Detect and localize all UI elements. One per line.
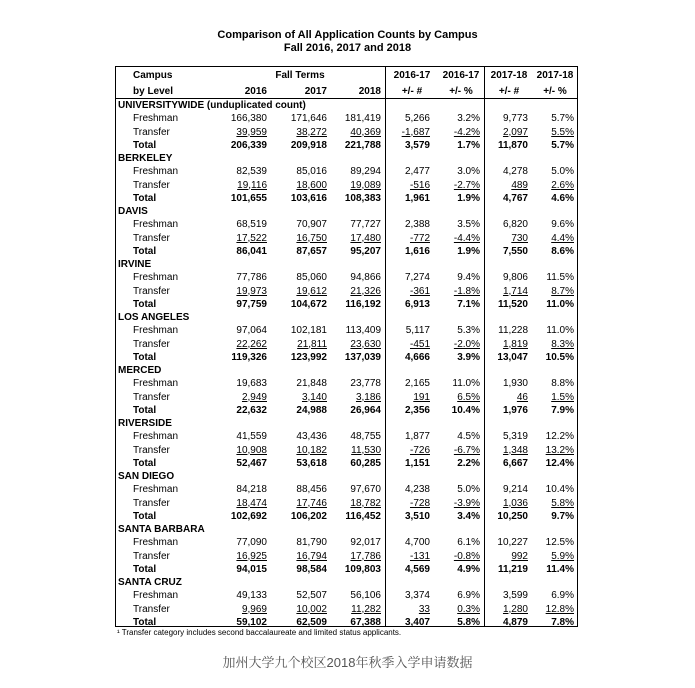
cell-change-1617: 2,356 [404, 404, 430, 416]
cell-change-1718: 9,773 [502, 113, 528, 125]
cell-2017: 16,750 [296, 232, 327, 244]
cell-2016: 16,925 [236, 550, 267, 562]
cell-2018: 60,285 [350, 457, 381, 469]
cell-pct-1718: 12.4% [545, 457, 574, 469]
cell-pct-1718: 12.2% [545, 431, 574, 443]
cell-pct-1718: 11.4% [546, 563, 574, 575]
cell-2018: 48,755 [350, 431, 381, 443]
cell-change-1718: 3,599 [502, 590, 528, 602]
cell-pct-1617: 5.8% [457, 616, 480, 628]
cell-pct-1718: 5.7% [551, 113, 574, 125]
cell-pct-1718: 2.6% [551, 179, 574, 191]
row-label: Transfer [133, 497, 170, 509]
row-label: Freshman [133, 590, 179, 602]
header-2017: 2017 [304, 86, 327, 97]
row-label: Freshman [133, 431, 179, 443]
cell-2017: 98,584 [296, 563, 327, 575]
cell-change-1718: 10,227 [497, 537, 528, 549]
cell-2018: 95,207 [350, 245, 381, 257]
header-d1718-bot: +/- # [498, 86, 520, 97]
row-label: Total [133, 351, 157, 363]
cell-2016: 2,949 [241, 391, 267, 403]
column-divider [484, 66, 485, 627]
cell-2018: 221,788 [344, 139, 381, 151]
cell-change-1718: 1,930 [502, 378, 528, 390]
cell-pct-1617: 6.1% [457, 537, 480, 549]
cell-pct-1718: 6.9% [551, 590, 574, 602]
cell-change-1718: 9,806 [502, 272, 528, 284]
cell-2018: 23,778 [350, 378, 381, 390]
cell-pct-1617: -2.7% [453, 179, 480, 191]
row-label: Freshman [133, 166, 179, 178]
cell-change-1617: 1,877 [404, 431, 430, 443]
cell-pct-1617: 3.4% [457, 510, 480, 522]
cell-pct-1617: -4.2% [453, 126, 480, 138]
cell-pct-1718: 5.0% [551, 166, 574, 178]
cell-2017: 21,848 [296, 378, 327, 390]
row-label: Total [133, 192, 157, 204]
cell-2017: 81,790 [296, 537, 327, 549]
cell-pct-1617: 1.9% [457, 245, 480, 257]
report-title: Comparison of All Application Counts by Campus [217, 29, 478, 41]
header-divider [115, 98, 578, 99]
cell-2018: 11,530 [351, 444, 381, 456]
cell-change-1718: 46 [516, 391, 528, 403]
cell-2018: 56,106 [350, 590, 381, 602]
cell-change-1617: 3,374 [404, 590, 430, 602]
header-by-level: by Level [133, 86, 174, 97]
cell-change-1718: 992 [511, 550, 528, 562]
cell-change-1617: 3,579 [404, 139, 430, 151]
cell-pct-1718: 4.4% [551, 232, 574, 244]
cell-change-1617: -131 [409, 550, 430, 562]
cell-2016: 84,218 [236, 484, 267, 496]
cell-pct-1718: 7.9% [551, 404, 574, 416]
cell-2016: 19,973 [236, 285, 267, 297]
cell-pct-1718: 12.5% [545, 537, 574, 549]
cell-change-1617: -516 [409, 179, 430, 191]
cell-change-1718: 10,250 [497, 510, 528, 522]
cell-change-1718: 1,714 [502, 285, 528, 297]
cell-change-1718: 11,219 [497, 563, 528, 575]
cell-change-1718: 1,976 [502, 404, 528, 416]
cell-pct-1718: 8.6% [551, 245, 574, 257]
cell-pct-1718: 5.7% [551, 139, 574, 151]
cell-pct-1617: 4.9% [457, 563, 480, 575]
cell-change-1617: 2,388 [404, 219, 430, 231]
cell-pct-1718: 11.0% [546, 325, 574, 337]
cell-change-1617: -1,687 [401, 126, 430, 138]
cell-pct-1718: 8.3% [551, 338, 574, 350]
row-label: Total [133, 139, 157, 151]
header-2018: 2018 [358, 86, 381, 97]
row-label: Total [133, 245, 157, 257]
cell-2018: 97,670 [350, 484, 381, 496]
cell-2017: 106,202 [290, 510, 327, 522]
row-label: Transfer [133, 603, 170, 615]
header-d1718-top: 2017-18 [490, 70, 528, 81]
campus-heading: IRVINE [118, 259, 152, 270]
cell-pct-1718: 8.8% [551, 378, 574, 390]
cell-pct-1617: -6.7% [453, 444, 480, 456]
header-d1617-top: 2016-17 [393, 70, 431, 81]
cell-pct-1617: 5.0% [457, 484, 480, 496]
cell-2017: 52,507 [296, 590, 327, 602]
cell-2017: 3,140 [301, 391, 327, 403]
cell-2018: 116,192 [345, 298, 381, 310]
cell-2017: 17,746 [296, 497, 327, 509]
cell-pct-1617: 0.3% [457, 603, 480, 615]
cell-2016: 101,655 [230, 192, 267, 204]
cell-pct-1718: 4.6% [551, 192, 574, 204]
cell-2016: 52,467 [236, 457, 267, 469]
cell-change-1718: 5,319 [502, 431, 528, 443]
cell-2017: 18,600 [296, 179, 327, 191]
cell-change-1718: 7,550 [502, 245, 528, 257]
cell-2017: 43,436 [296, 431, 327, 443]
cell-2018: 21,326 [350, 285, 381, 297]
cell-pct-1718: 5.8% [551, 497, 574, 509]
cell-2016: 206,339 [230, 139, 267, 151]
cell-change-1617: 33 [418, 603, 430, 615]
cell-2017: 10,002 [296, 603, 327, 615]
row-label: Freshman [133, 484, 179, 496]
header-2016: 2016 [244, 86, 267, 97]
cell-2018: 77,727 [350, 219, 381, 231]
cell-pct-1718: 12.8% [545, 603, 574, 615]
cell-change-1718: 11,228 [498, 325, 528, 337]
cell-change-1617: 1,151 [404, 457, 430, 469]
cell-change-1718: 11,520 [497, 298, 528, 310]
cell-2018: 17,480 [350, 232, 381, 244]
cell-pct-1617: 11.0% [452, 378, 480, 390]
cell-2016: 19,116 [237, 179, 267, 191]
column-divider [385, 66, 386, 627]
cell-2016: 77,786 [236, 272, 267, 284]
cell-pct-1617: -1.8% [453, 285, 480, 297]
row-label: Freshman [133, 378, 179, 390]
cell-pct-1617: -0.8% [453, 550, 480, 562]
cell-change-1617: 5,117 [405, 325, 430, 337]
cell-2017: 102,181 [290, 325, 327, 337]
cell-change-1617: 2,165 [404, 378, 430, 390]
cell-change-1617: 4,666 [404, 351, 430, 363]
cell-pct-1617: 6.9% [457, 590, 480, 602]
cell-pct-1617: -2.0% [453, 338, 480, 350]
cell-2017: 19,612 [296, 285, 327, 297]
campus-heading: SANTA CRUZ [118, 577, 182, 588]
cell-2016: 17,522 [236, 232, 267, 244]
cell-pct-1617: 2.2% [457, 457, 480, 469]
cell-change-1617: 191 [413, 391, 430, 403]
cell-2018: 89,294 [350, 166, 381, 178]
cell-2018: 23,630 [350, 338, 381, 350]
cell-2016: 22,262 [236, 338, 267, 350]
cell-2018: 137,039 [344, 351, 381, 363]
row-label: Freshman [133, 219, 179, 231]
cell-2018: 11,282 [351, 603, 381, 615]
header-p1718-bot: +/- % [543, 86, 567, 97]
row-label: Total [133, 404, 157, 416]
cell-2018: 108,383 [344, 192, 381, 204]
cell-pct-1617: 3.9% [457, 351, 480, 363]
cell-change-1617: -361 [409, 285, 430, 297]
cell-2017: 209,918 [290, 139, 327, 151]
cell-2017: 85,016 [296, 166, 327, 178]
cell-2016: 77,090 [236, 537, 267, 549]
report-subtitle: Fall 2016, 2017 and 2018 [283, 42, 412, 54]
cell-2016: 82,539 [236, 166, 267, 178]
cell-2017: 70,907 [296, 219, 327, 231]
row-label: Freshman [133, 325, 179, 337]
cell-pct-1617: 1.7% [457, 139, 480, 151]
cell-2018: 94,866 [350, 272, 381, 284]
cell-2017: 53,618 [296, 457, 327, 469]
cell-pct-1617: 10.4% [451, 404, 480, 416]
cell-2018: 26,964 [350, 404, 381, 416]
cell-2018: 3,186 [355, 391, 381, 403]
cell-2016: 68,519 [236, 219, 267, 231]
campus-heading: SANTA BARBARA [118, 524, 205, 535]
cell-change-1617: 3,407 [404, 616, 430, 628]
cell-pct-1617: 7.1% [457, 298, 480, 310]
cell-2018: 19,089 [350, 179, 381, 191]
header-d1617-bot: +/- # [401, 86, 423, 97]
row-label: Transfer [133, 126, 170, 138]
row-label: Total [133, 563, 157, 575]
cell-pct-1718: 5.5% [551, 126, 574, 138]
cell-2018: 116,452 [345, 510, 381, 522]
row-label: Transfer [133, 232, 170, 244]
cell-pct-1718: 10.4% [545, 484, 574, 496]
cell-change-1718: 2,097 [502, 126, 528, 138]
header-p1617-bot: +/- % [449, 86, 473, 97]
cell-change-1718: 4,278 [502, 166, 528, 178]
cell-2017: 16,794 [296, 550, 327, 562]
cell-2018: 113,409 [345, 325, 381, 337]
cell-2016: 94,015 [236, 563, 267, 575]
cell-change-1617: -726 [409, 444, 430, 456]
cell-pct-1718: 8.7% [551, 285, 574, 297]
row-label: Total [133, 457, 157, 469]
cell-change-1718: 1,819 [502, 338, 528, 350]
cell-change-1718: 1,348 [502, 444, 528, 456]
cell-pct-1617: 3.0% [457, 166, 480, 178]
cell-2017: 62,509 [296, 616, 327, 628]
header-p1617-top: 2016-17 [442, 70, 480, 81]
cell-2017: 104,672 [290, 298, 327, 310]
cell-change-1718: 1,280 [502, 603, 528, 615]
cell-change-1617: 2,477 [404, 166, 430, 178]
image-caption: 加州大学九个校区2018年秋季入学申请数据 [222, 655, 473, 670]
footnote: ¹ Transfer category includes second baccalaureate and limited status applicants. [117, 628, 402, 637]
cell-2018: 40,369 [350, 126, 381, 138]
cell-2017: 87,657 [296, 245, 327, 257]
cell-pct-1617: 9.4% [457, 272, 480, 284]
cell-change-1718: 6,820 [502, 219, 528, 231]
row-label: Transfer [133, 338, 170, 350]
cell-2017: 38,272 [296, 126, 327, 138]
cell-pct-1718: 11.5% [546, 272, 574, 284]
cell-change-1617: -772 [409, 232, 430, 244]
header-fall-terms: Fall Terms [275, 70, 325, 81]
cell-2018: 181,419 [344, 113, 381, 125]
cell-change-1617: -728 [409, 497, 430, 509]
cell-change-1718: 4,767 [502, 192, 528, 204]
cell-2017: 21,811 [297, 338, 327, 350]
cell-2017: 10,182 [296, 444, 327, 456]
cell-pct-1718: 13.2% [545, 444, 574, 456]
header-p1718-top: 2017-18 [536, 70, 574, 81]
cell-2016: 22,632 [236, 404, 267, 416]
row-label: Freshman [133, 113, 179, 125]
cell-pct-1617: 6.5% [457, 391, 480, 403]
cell-change-1617: 4,569 [404, 563, 430, 575]
cell-change-1617: 3,510 [404, 510, 430, 522]
cell-2016: 97,759 [236, 298, 267, 310]
campus-heading: BERKELEY [118, 153, 173, 164]
cell-2016: 166,380 [230, 113, 267, 125]
campus-heading: RIVERSIDE [118, 418, 172, 429]
cell-pct-1617: 1.9% [457, 192, 480, 204]
cell-change-1617: 4,700 [404, 537, 430, 549]
cell-pct-1718: 9.6% [551, 219, 574, 231]
cell-change-1718: 9,214 [502, 484, 528, 496]
row-label: Transfer [133, 550, 170, 562]
cell-2016: 49,133 [236, 590, 267, 602]
cell-change-1617: 1,961 [404, 192, 430, 204]
cell-change-1617: 6,913 [404, 298, 430, 310]
cell-2016: 39,959 [236, 126, 267, 138]
cell-pct-1718: 5.9% [551, 550, 574, 562]
cell-change-1718: 6,667 [502, 457, 528, 469]
cell-pct-1617: 3.2% [457, 113, 480, 125]
row-label: Transfer [133, 391, 170, 403]
cell-2016: 119,326 [231, 351, 267, 363]
cell-change-1718: 489 [511, 179, 528, 191]
row-label: Transfer [133, 179, 170, 191]
row-label: Transfer [133, 285, 170, 297]
cell-change-1617: 1,616 [404, 245, 430, 257]
row-label: Total [133, 298, 157, 310]
campus-heading: MERCED [118, 365, 162, 376]
cell-pct-1617: 5.3% [457, 325, 480, 337]
cell-2017: 103,616 [290, 192, 327, 204]
row-label: Total [133, 616, 157, 628]
cell-pct-1617: -4.4% [453, 232, 480, 244]
cell-pct-1718: 7.8% [551, 616, 574, 628]
cell-change-1718: 13,047 [497, 351, 528, 363]
cell-2017: 24,988 [296, 404, 327, 416]
cell-2016: 59,102 [236, 616, 267, 628]
cell-pct-1617: 4.5% [457, 431, 480, 443]
cell-2016: 102,692 [230, 510, 267, 522]
cell-change-1718: 11,870 [497, 139, 528, 151]
header-campus: Campus [133, 70, 173, 81]
campus-heading: SAN DIEGO [118, 471, 175, 482]
cell-pct-1617: 3.5% [457, 219, 480, 231]
row-label: Freshman [133, 272, 179, 284]
campus-heading: LOS ANGELES [118, 312, 190, 323]
cell-pct-1718: 9.7% [551, 510, 574, 522]
cell-2018: 17,786 [350, 550, 381, 562]
cell-2016: 97,064 [236, 325, 267, 337]
cell-pct-1718: 10.5% [545, 351, 574, 363]
campus-heading: DAVIS [118, 206, 148, 217]
campus-heading: UNIVERSITYWIDE (unduplicated count) [118, 100, 306, 111]
cell-change-1617: 5,266 [404, 113, 430, 125]
cell-change-1718: 730 [511, 232, 528, 244]
cell-change-1617: 4,238 [404, 484, 430, 496]
cell-2016: 41,559 [236, 431, 267, 443]
cell-2016: 18,474 [236, 497, 267, 509]
cell-2016: 10,908 [236, 444, 267, 456]
cell-2017: 171,646 [290, 113, 327, 125]
cell-change-1617: -451 [409, 338, 430, 350]
cell-pct-1718: 1.5% [551, 391, 574, 403]
cell-2017: 85,060 [296, 272, 327, 284]
cell-pct-1718: 11.0% [546, 298, 574, 310]
cell-2017: 88,456 [296, 484, 327, 496]
cell-2018: 109,803 [344, 563, 381, 575]
row-label: Freshman [133, 537, 179, 549]
cell-2018: 92,017 [350, 537, 381, 549]
cell-2018: 67,388 [350, 616, 381, 628]
cell-2018: 18,782 [350, 497, 381, 509]
cell-change-1617: 7,274 [404, 272, 430, 284]
cell-2017: 123,992 [290, 351, 327, 363]
row-label: Total [133, 510, 157, 522]
cell-2016: 19,683 [236, 378, 267, 390]
cell-2016: 9,969 [241, 603, 267, 615]
cell-pct-1617: -3.9% [453, 497, 480, 509]
cell-2016: 86,041 [236, 245, 267, 257]
cell-change-1718: 1,036 [502, 497, 528, 509]
row-label: Transfer [133, 444, 170, 456]
cell-change-1718: 4,879 [502, 616, 528, 628]
